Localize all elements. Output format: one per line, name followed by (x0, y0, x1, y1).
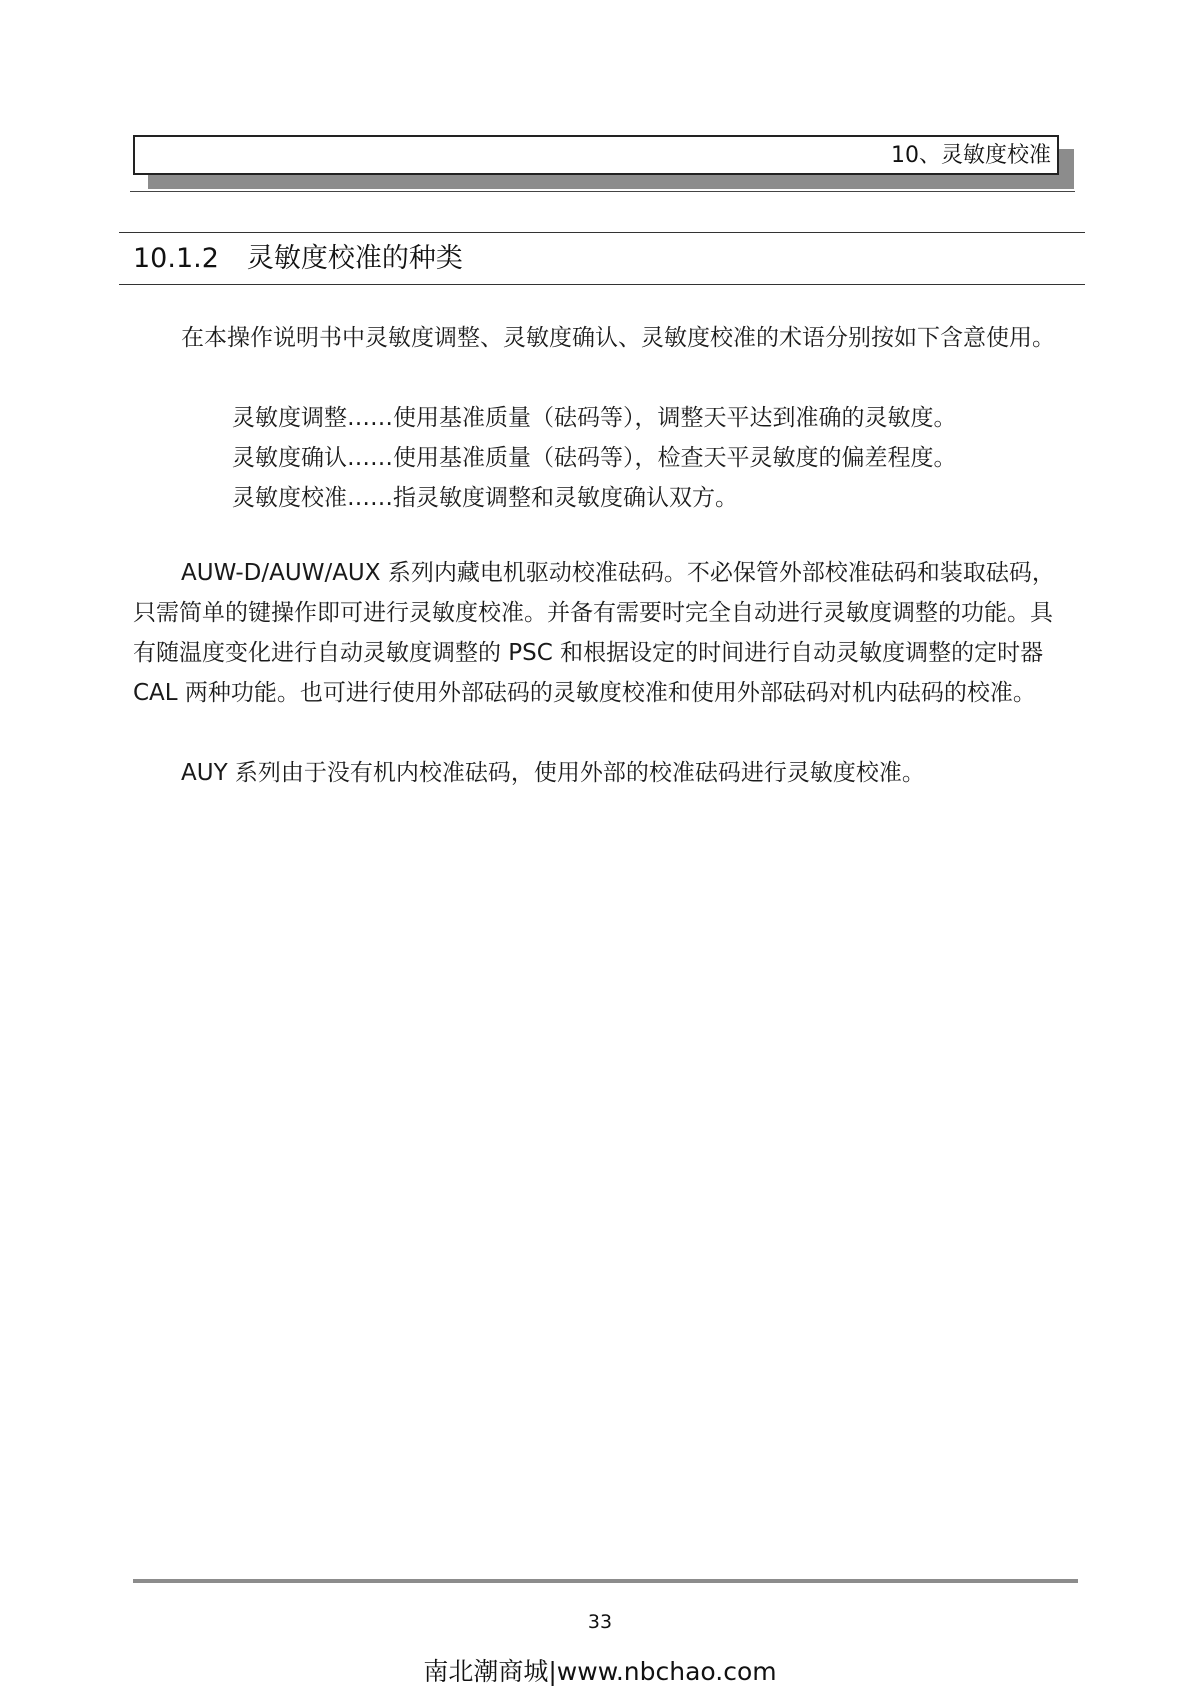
chapter-title: 10、灵敏度校准 (891, 143, 1051, 168)
section-divider-top (119, 232, 1085, 233)
definition-item-check: 灵敏度确认……使用基准质量（砝码等），检查天平灵敏度的偏差程度。 (232, 445, 957, 471)
definition-item-adjustment: 灵敏度调整……使用基准质量（砝码等），调整天平达到准确的灵敏度。 (232, 405, 957, 431)
chapter-header-box (133, 135, 1059, 175)
section-heading (133, 240, 463, 278)
section-number: 10.1.2 (133, 243, 219, 274)
page-number: 33 (587, 1611, 613, 1633)
definition-list (232, 398, 957, 518)
definition-item-calibration: 灵敏度校准……指灵敏度调整和灵敏度确认双方。 (232, 485, 738, 511)
section-divider-bottom (119, 284, 1085, 285)
section-title: 灵敏度校准的种类 (246, 243, 463, 274)
header-divider (130, 191, 1075, 192)
footer-divider (133, 1579, 1078, 1583)
auy-series-paragraph: AUY 系列由于没有机内校准砝码，使用外部的校准砝码进行灵敏度校准。 (181, 760, 925, 786)
intro-paragraph: 在本操作说明书中灵敏度调整、灵敏度确认、灵敏度校准的术语分别按如下含意使用。 (181, 325, 1055, 351)
auw-series-paragraph: AUW-D/AUW/AUX 系列内藏电机驱动校准砝码。不必保管外部校准砝码和装取砝码，只需简单的键操作即可进行灵敏度校准。并备有需要时完全自动进行灵敏度调整的功能。具有随温度变化进行自动灵敏度调整的 PSC 和根据设定的时间进行自动灵敏度调整的定时器 CAL 两种功能。也可进行使用外部砝码的灵敏度校准和使用外部砝码对机内砝码的校准。 (133, 560, 1055, 706)
source-watermark: 南北潮商城|www.nbchao.com (423, 1657, 777, 1686)
